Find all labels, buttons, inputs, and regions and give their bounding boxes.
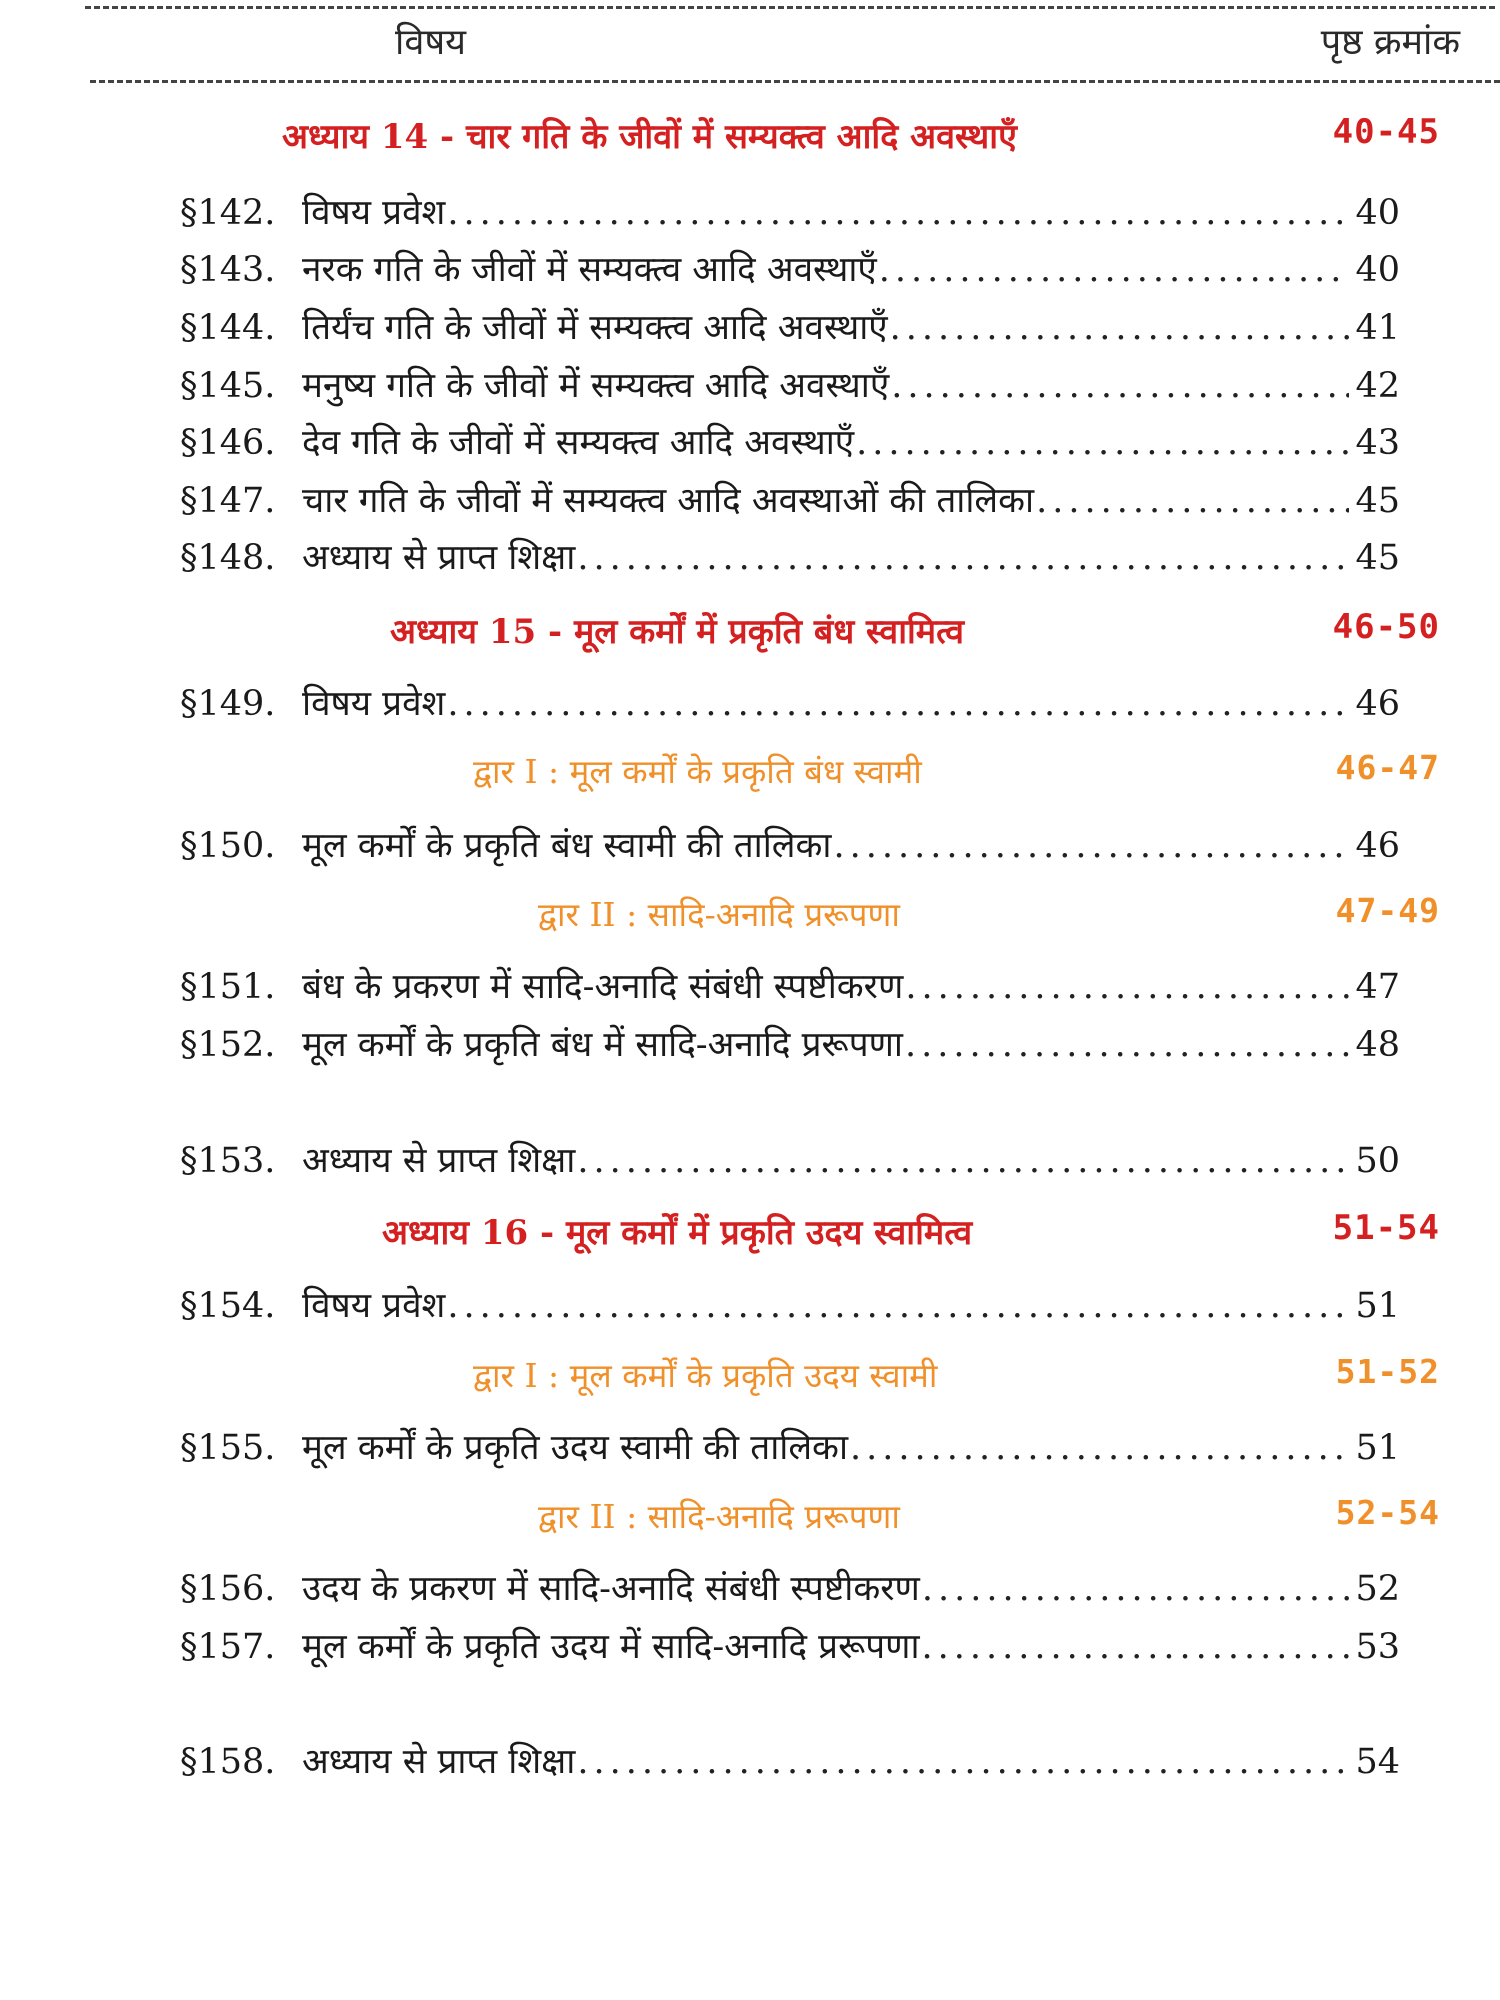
toc-entry[interactable] — [180, 679, 1400, 729]
section-title: अध्याय से प्राप्त शिक्षा — [302, 1742, 576, 1782]
toc-entry[interactable] — [180, 533, 1400, 583]
section-number: §154. — [180, 1286, 276, 1326]
dvar-heading — [90, 891, 1440, 941]
section-number: §150. — [180, 826, 276, 866]
section-title: चार गति के जीवों में सम्यक्त्व आदि अवस्थाओं की तालिका — [302, 481, 1035, 521]
dot-leader — [854, 423, 1349, 463]
dot-leader — [575, 1742, 1349, 1782]
page-number: 41 — [1355, 308, 1400, 348]
dvar-page-range: 52-54 — [1335, 1493, 1440, 1532]
section-title: मनुष्य गति के जीवों में सम्यक्त्व आदि अवस्थाएँ — [302, 366, 890, 406]
dvar-title: द्वार II : सादि-अनादि प्ररूपणा — [538, 1497, 900, 1536]
toc-entry[interactable] — [180, 1136, 1400, 1186]
dot-leader — [903, 1025, 1349, 1065]
section-title: मूल कर्मों के प्रकृति बंध में सादि-अनादि प्ररूपणा — [302, 1025, 903, 1065]
section-number: §152. — [180, 1025, 276, 1065]
page-number: 53 — [1355, 1627, 1400, 1667]
section-number: §158. — [180, 1742, 276, 1782]
section-number: §149. — [180, 684, 276, 724]
toc-entry[interactable] — [180, 1622, 1400, 1672]
dot-leader — [831, 826, 1349, 866]
section-title: अध्याय से प्राप्त शिक्षा — [302, 1141, 576, 1181]
page-number: 54 — [1355, 1742, 1400, 1782]
toc-entry[interactable] — [180, 1020, 1400, 1070]
page-number: 42 — [1355, 366, 1400, 406]
page-number: 51 — [1355, 1428, 1400, 1468]
dot-leader — [445, 684, 1349, 724]
section-number: §142. — [180, 193, 276, 233]
dvar-page-range: 51-52 — [1335, 1352, 1440, 1391]
page-number: 47 — [1355, 967, 1400, 1007]
dvar-page-range: 46-47 — [1335, 748, 1440, 787]
page-number: 46 — [1355, 684, 1400, 724]
section-title: मूल कर्मों के प्रकृति उदय में सादि-अनादि प्ररूपणा — [302, 1627, 920, 1667]
section-number: §147. — [180, 481, 276, 521]
page-number: 43 — [1355, 423, 1400, 463]
section-number: §144. — [180, 308, 276, 348]
chapter-heading-16 — [90, 1208, 1440, 1264]
section-title: नरक गति के जीवों में सम्यक्त्व आदि अवस्थाएँ — [302, 250, 877, 290]
section-number: §148. — [180, 538, 276, 578]
chapter-title: अध्याय 16 - मूल कर्मों में प्रकृति उदय स्वामित्व — [382, 1213, 973, 1253]
chapter-page-range: 51-54 — [1332, 1208, 1440, 1248]
section-number: §155. — [180, 1428, 276, 1468]
section-title: विषय प्रवेश — [302, 193, 446, 233]
toc-entry[interactable] — [180, 245, 1400, 295]
dot-leader — [445, 1286, 1349, 1326]
chapter-page-range: 46-50 — [1332, 607, 1440, 647]
toc-entry[interactable] — [180, 361, 1400, 411]
toc-entry[interactable] — [180, 821, 1400, 871]
page-number: 46 — [1355, 826, 1400, 866]
section-number: §156. — [180, 1569, 276, 1609]
dot-leader — [877, 250, 1350, 290]
section-title: तिर्यंच गति के जीवों में सम्यक्त्व आदि अवस्थाएँ — [302, 308, 888, 348]
section-title: मूल कर्मों के प्रकृति बंध स्वामी की तालिका — [302, 826, 832, 866]
section-title: उदय के प्रकरण में सादि-अनादि संबंधी स्पष्टीकरण — [302, 1569, 920, 1609]
dot-leader — [903, 967, 1349, 1007]
toc-entry[interactable] — [180, 962, 1400, 1012]
dot-leader — [575, 1141, 1349, 1181]
dvar-title: द्वार I : मूल कर्मों के प्रकृति बंध स्वामी — [473, 752, 922, 791]
section-title: अध्याय से प्राप्त शिक्षा — [302, 538, 576, 578]
section-number: §151. — [180, 967, 276, 1007]
section-number: §153. — [180, 1141, 276, 1181]
dvar-title: द्वार II : सादि-अनादि प्ररूपणा — [538, 895, 900, 934]
section-number: §145. — [180, 366, 276, 406]
dot-leader — [920, 1569, 1350, 1609]
dvar-heading — [90, 1352, 1440, 1402]
toc-entry[interactable] — [180, 418, 1400, 468]
dot-leader — [575, 538, 1349, 578]
page-number: 40 — [1355, 193, 1400, 233]
section-title: बंध के प्रकरण में सादि-अनादि संबंधी स्पष्टीकरण — [302, 967, 904, 1007]
section-title: विषय प्रवेश — [302, 684, 446, 724]
toc-entry[interactable] — [180, 1737, 1400, 1787]
page-number: 48 — [1355, 1025, 1400, 1065]
section-number: §143. — [180, 250, 276, 290]
toc-entry[interactable] — [180, 476, 1400, 526]
section-title: विषय प्रवेश — [302, 1286, 446, 1326]
dot-leader — [888, 308, 1350, 348]
page-number: 40 — [1355, 250, 1400, 290]
dot-leader — [889, 366, 1349, 406]
page-number: 45 — [1355, 538, 1400, 578]
dvar-heading — [90, 748, 1440, 798]
chapter-title: अध्याय 15 - मूल कर्मों में प्रकृति बंध स्वामित्व — [390, 612, 965, 652]
chapter-title: अध्याय 14 - चार गति के जीवों में सम्यक्त्व आदि अवस्थाएँ — [282, 117, 1017, 157]
dvar-heading — [90, 1493, 1440, 1543]
dvar-page-range: 47-49 — [1335, 891, 1440, 930]
toc-entry[interactable] — [180, 1423, 1400, 1473]
toc-entry[interactable] — [180, 303, 1400, 353]
top-dashed-rule — [85, 6, 1495, 9]
section-title: मूल कर्मों के प्रकृति उदय स्वामी की तालिका — [302, 1428, 849, 1468]
chapter-page-range: 40-45 — [1332, 112, 1440, 152]
page-number: 50 — [1355, 1141, 1400, 1181]
header-dashed-rule — [90, 80, 1500, 83]
dot-leader — [1034, 481, 1349, 521]
dot-leader — [445, 193, 1349, 233]
subject-column-header: विषय — [395, 22, 467, 63]
toc-entry[interactable] — [180, 188, 1400, 238]
section-number: §157. — [180, 1627, 276, 1667]
chapter-heading-15 — [90, 607, 1440, 663]
dot-leader — [848, 1428, 1349, 1468]
page-number: 52 — [1355, 1569, 1400, 1609]
chapter-heading-14 — [90, 112, 1440, 168]
section-number: §146. — [180, 423, 276, 463]
page-number: 45 — [1355, 481, 1400, 521]
section-title: देव गति के जीवों में सम्यक्त्व आदि अवस्थाएँ — [302, 423, 855, 463]
page-column-header: पृष्ठ क्रमांक — [1320, 22, 1460, 63]
toc-entry[interactable] — [180, 1564, 1400, 1614]
toc-entry[interactable] — [180, 1281, 1400, 1331]
dot-leader — [920, 1627, 1350, 1667]
dvar-title: द्वार I : मूल कर्मों के प्रकृति उदय स्वामी — [473, 1356, 938, 1395]
page-number: 51 — [1355, 1286, 1400, 1326]
